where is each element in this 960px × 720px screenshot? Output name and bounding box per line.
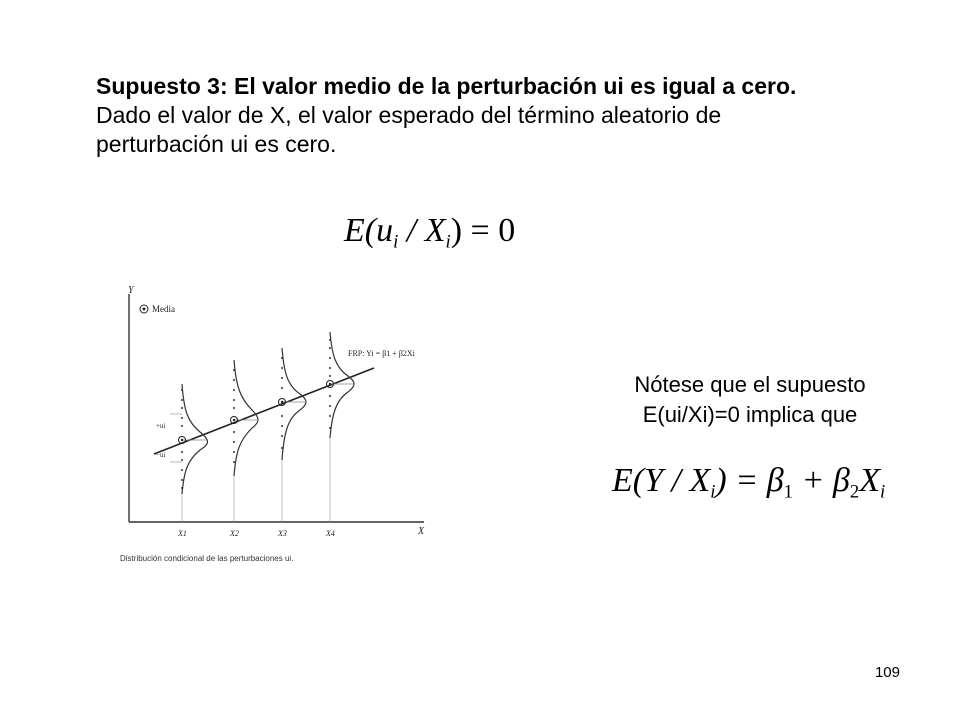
x-tick-x3: X3 <box>278 529 287 538</box>
figure-svg <box>112 282 462 578</box>
note-line-2: E(ui/Xi)=0 implica que <box>642 402 858 427</box>
distribution-x1 <box>170 384 208 494</box>
minus-u-label: −ui <box>156 451 166 459</box>
conditional-distribution-figure <box>112 282 462 578</box>
figure-caption: Distribución condicional de las perturbaciones ui. <box>120 554 294 563</box>
assumption-title: Supuesto 3: El valor medio de la perturbación ui es igual a cero. <box>96 73 797 99</box>
zero-mean-formula: $E(u_i / X_i) = 0$ <box>344 212 516 253</box>
x-tick-x2: X2 <box>230 529 239 538</box>
legend-mean-label: Media <box>152 304 175 314</box>
x-guides <box>182 438 330 522</box>
regression-line <box>154 368 374 454</box>
note-line-1: Nótese que el supuesto <box>634 372 866 397</box>
regression-label: FRP: Yi = β1 + β2Xi <box>348 349 415 358</box>
slide-heading <box>96 72 836 159</box>
x-tick-x1: X1 <box>178 529 187 538</box>
x-tick-x4: X4 <box>326 529 335 538</box>
x-axis-label: X <box>418 526 425 537</box>
plus-u-label: +ui <box>156 422 166 430</box>
assumption-description: Dado el valor de X, el valor esperado del término aleatorio de perturbación ui es cero. <box>96 102 722 157</box>
page-number: 109 <box>874 664 900 681</box>
distribution-x4 <box>327 332 355 438</box>
implication-note <box>590 370 910 430</box>
conditional-mean-formula: $E(Y / X_i) = \beta_1 + \beta_2X_i$ <box>612 462 886 503</box>
y-axis-label: Y <box>128 285 134 296</box>
